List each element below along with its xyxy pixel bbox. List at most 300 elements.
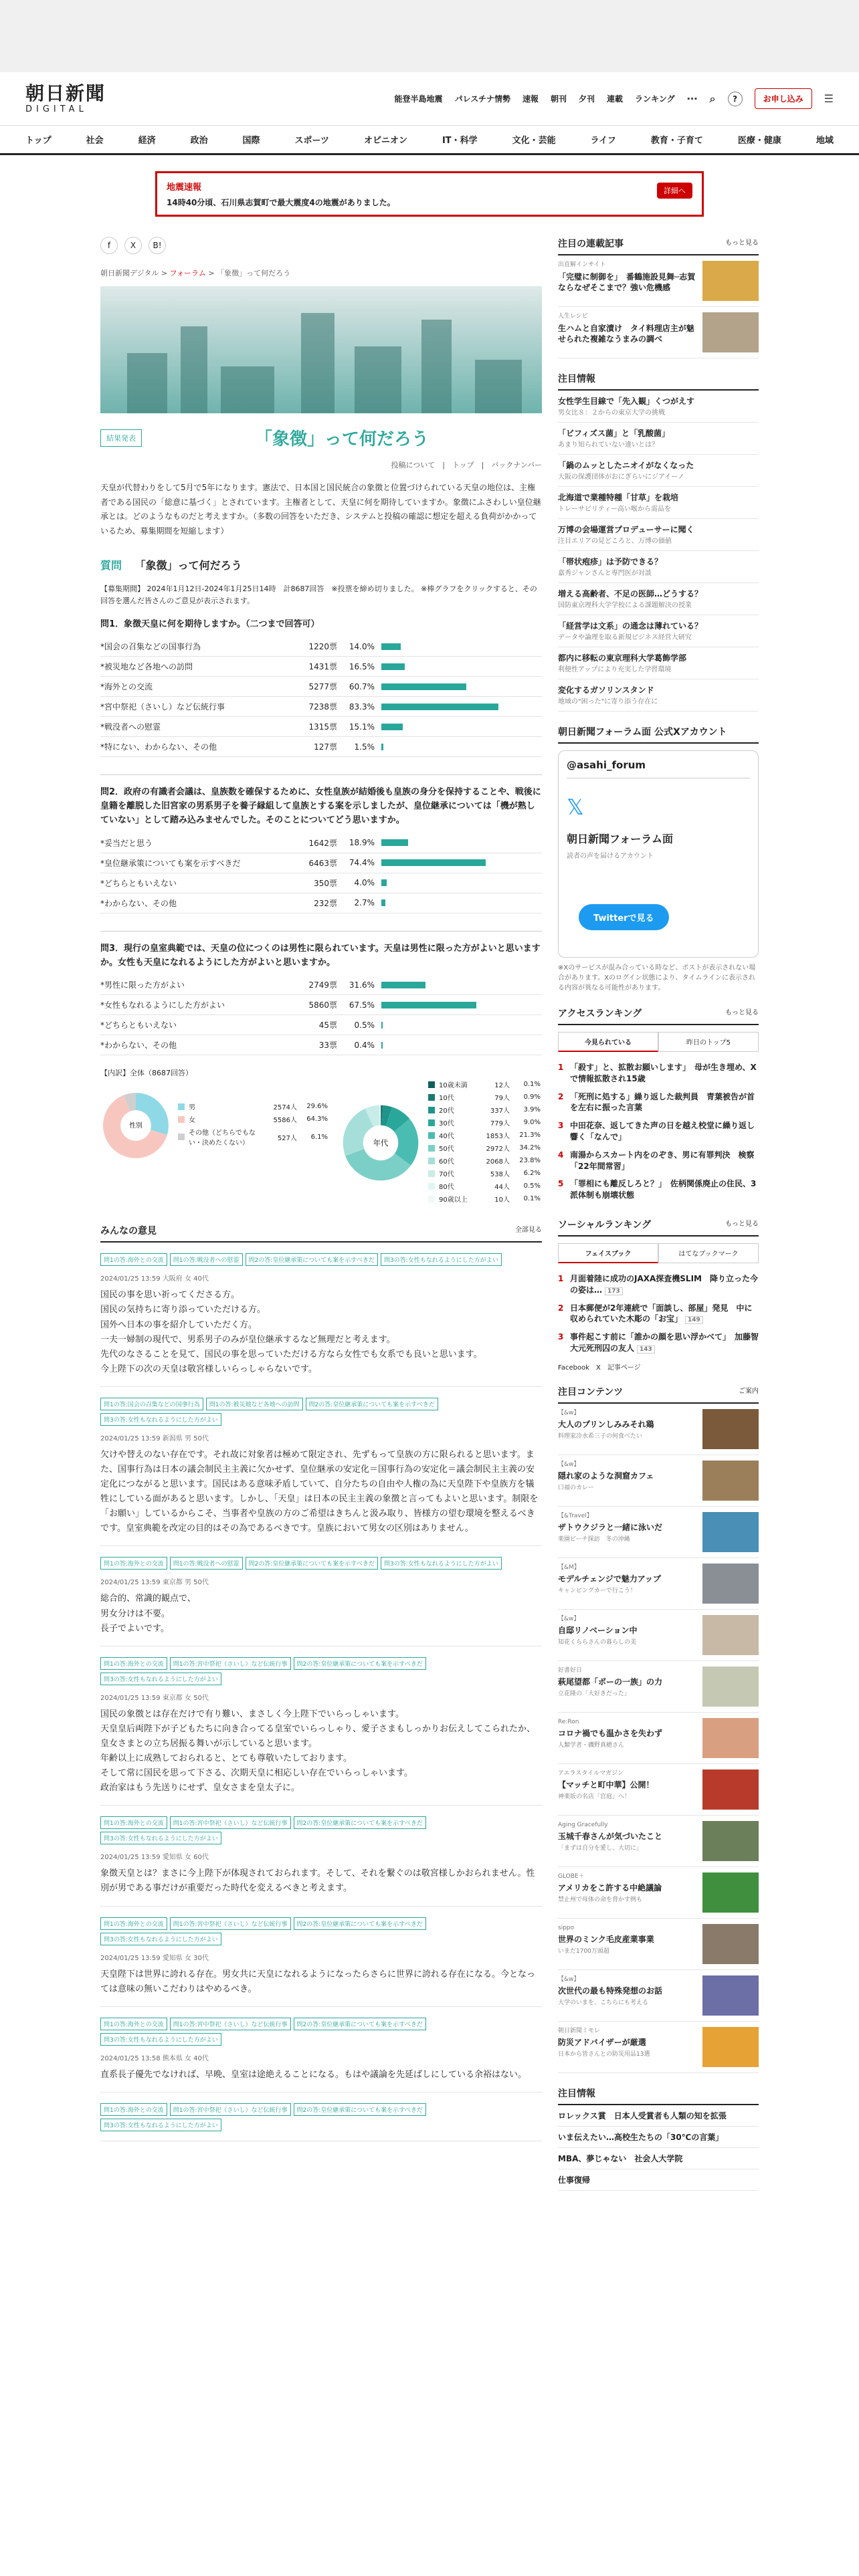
opinion-item [100,1816,542,1906]
answer-tag[interactable]: 問2の答:皇位継承策についても案を示すべきだ [294,1917,426,1930]
legend-percent: 21.3% [519,1132,541,1140]
question-text: 問2．政府の有識者会議は、皇族数を確保するために、女性皇族が結婚後も皇族の身分を保持することや、戦後に皇籍を離脱した旧宮家の男系男子を養子縁組して皇族とする案を示しましたが、皇位継承については「機が熟していない」として踏み込みませんでした。そのことについてどう思いますか。 [100,787,541,825]
option-bar[interactable] [381,859,486,866]
info-item[interactable] [558,519,759,551]
answer-tag[interactable]: 問3の答:女性もなれるようにした方がよい [100,1933,221,1945]
info-item[interactable] [558,2127,759,2148]
access-ranking [558,1006,759,1204]
tab-hatena[interactable]: はてなブックマーク [658,1243,759,1263]
social-item[interactable] [558,1328,759,1358]
crumb-forum[interactable]: フォーラム [169,269,206,278]
serial-item[interactable] [558,307,759,358]
legend-label: 10代 [439,1095,454,1103]
facebook-icon[interactable]: f [100,237,118,254]
answer-tag[interactable]: 問3の答:女性もなれるようにした方がよい [100,1832,221,1844]
legend-item [178,1127,328,1147]
option-percent: 15.1% [349,722,375,732]
legend-label: その他（どちらでもない・決めたくない） [189,1130,256,1148]
ranking-item[interactable] [558,1059,759,1088]
legend-votes: 44人 [494,1184,510,1192]
serial-text: 「完璧に制御を」 番鶴施設見舞─志賀ならなぜそこまで？強い危機感 [558,272,696,293]
info-item[interactable] [558,2105,759,2127]
opinions-heading [100,1224,542,1243]
tab-facebook[interactable]: フェイスブック [558,1243,658,1263]
info-item-title: ロレックス賞 日本人受賞者も人類の知を拡張 [558,2111,727,2121]
legend-item [428,1130,541,1140]
legend-label: 90歳以上 [439,1196,468,1204]
answer-tag[interactable]: 問1の答:宮中祭祀（さいし）など伝統行事 [170,1657,291,1670]
info-item-sub: 地域の"困った"に寄り添う存在に [558,698,658,706]
option-label: *国会の召集などの国事行為 [100,642,201,652]
option-row[interactable] [100,833,542,853]
option-votes: 6463票 [308,858,337,868]
content-item[interactable] [558,1867,759,1919]
contents-title: 注目コンテンツ [558,1386,624,1398]
main-column [100,237,542,2204]
x-icon[interactable]: X [124,237,142,254]
option-bar[interactable] [381,1002,476,1008]
option-bar[interactable] [381,683,466,690]
nav-evening[interactable]: 夕刊 [579,94,595,104]
answer-tag[interactable]: 問1の答:宮中祭祀（さいし）など伝統行事 [170,2103,291,2116]
question-text: 問1．象徴天皇に何を期待しますか。（二つまで回答可） [100,619,320,629]
ranking-more-link[interactable]: もっと見る [725,1009,759,1016]
answer-tag[interactable]: 問1の答:国会の召集などの国事行為 [100,1398,203,1410]
option-label: *どちらともいえない [100,1021,177,1031]
serial-text: 生ハムと自家漬け タイ料理店主が魅せられた複雑なうまみの調べ [558,323,694,344]
answer-tag[interactable]: 問1の答:宮中祭祀（さいし）など伝統行事 [170,1816,291,1829]
social-footer[interactable]: Facebook X 記事ページ [558,1364,641,1372]
legend-swatch [428,1132,435,1139]
legend-item [428,1156,541,1166]
legend-swatch [428,1081,435,1088]
ranking-item[interactable] [558,1117,759,1146]
option-percent: 83.3% [349,702,375,712]
opinion-item [100,1917,542,2007]
hatena-icon[interactable]: B! [149,237,166,254]
option-bar[interactable] [381,1042,383,1049]
option-bar[interactable] [381,663,405,670]
option-row[interactable] [100,873,542,893]
x-account-box [558,725,759,993]
answer-tag[interactable]: 問2の答:皇位継承策についても案を示すべきだ [294,2018,426,2030]
legend-item [178,1114,328,1124]
legend-swatch [428,1145,435,1152]
option-label: *海外との交流 [100,682,153,692]
hero-building [475,360,522,413]
x-timeline-embed [558,750,759,958]
legend-item [428,1181,541,1191]
option-votes: 5860票 [308,1000,337,1010]
content-thumbnail [702,1615,759,1655]
opinion-meta: 2024/01/25 13:59 東京都 女 50代 [100,1694,209,1702]
opinion-tags [100,2103,542,2131]
legend-label: 10歳未満 [439,1082,468,1090]
content-title: ザトウクジラと一緒に泳いだ [558,1523,663,1533]
option-bar[interactable] [381,879,387,886]
info-item[interactable] [558,2169,759,2191]
content-item[interactable] [558,1610,759,1661]
info-item[interactable] [558,615,759,647]
content-label: 【&w】 [558,1409,580,1416]
legend-votes: 2068人 [486,1158,510,1166]
answer-tag[interactable]: 問1の答:海外との交流 [100,2018,167,2030]
serial-thumbnail [702,261,759,301]
nav-ranking[interactable]: ランキング [635,94,675,104]
rank-number: 2 [558,1091,564,1101]
answer-tag[interactable]: 問3の答:女性もなれるようにした方がよい [100,2033,221,2046]
info-item[interactable] [558,391,759,423]
legend-votes: 2574人 [273,1104,297,1112]
earthquake-alert [155,171,704,217]
content-thumbnail [702,1924,759,1964]
option-percent: 31.6% [349,980,375,990]
answer-tag[interactable]: 問1の答:海外との交流 [100,1917,167,1930]
option-votes: 1315票 [308,722,337,732]
option-row[interactable] [100,717,542,737]
legend-item [428,1105,541,1115]
info-item-title: MBA、夢じゃない 社会人大学院 [558,2153,683,2163]
answer-tag[interactable]: 問1の答:戦没者への慰霊 [170,1253,243,1266]
content-title: 防災アドバイザーが厳選 [558,2038,646,2048]
site-header [0,72,859,126]
serial-title: 注目の連載記事 [558,239,624,249]
answer-tag[interactable]: 問3の答:女性もなれるようにした方がよい [100,1673,221,1685]
contents-more-link[interactable]: ご案内 [739,1387,759,1395]
gender-pie-chart [100,1082,171,1169]
option-row[interactable] [100,737,542,757]
content-item[interactable] [558,1661,759,1713]
legend-swatch [428,1119,435,1126]
forum-links[interactable]: 投稿について | トップ | バックナンバー [391,461,542,469]
more-dots-icon[interactable]: ⋯ [686,92,698,105]
age-legend [428,1079,541,1206]
content-sub: 日本から皆さんとの防災用品13選 [558,2051,650,2058]
answer-tag[interactable]: 問2の答:皇位継承策についても案を示すべきだ [294,1657,426,1670]
option-percent: 0.5% [354,1020,375,1030]
crumb-home[interactable]: 朝日新聞デジタル [100,269,159,278]
content-title: 世界のミンク毛皮産業事業 [558,1935,654,1945]
opinion-tags [100,2018,542,2046]
cat-it-science[interactable]: IT・科学 [442,136,478,146]
crumb-current: 「象徴」って何だろう [217,269,291,278]
info-item-title: 万博の会場運営プロデューサーに聞く [558,525,694,534]
social-more-link[interactable]: もっと見る [725,1220,759,1228]
option-votes: 350票 [314,878,337,888]
answer-tag[interactable]: 問1の答:被災地など各地への訪問 [206,1398,303,1410]
rank-number: 5 [558,1179,564,1189]
content-thumbnail [702,1769,759,1810]
legend-percent: 6.2% [523,1170,541,1178]
help-icon[interactable]: ? [728,92,743,106]
info-item[interactable] [558,2148,759,2169]
x-embed-title: 朝日新聞フォーラム面 [567,833,674,845]
option-bar[interactable] [381,839,408,846]
option-bar[interactable] [381,724,403,730]
ranking-item[interactable] [558,1175,759,1204]
alert-detail-button[interactable]: 詳細へ [657,183,692,199]
nav-noto-quake[interactable]: 能登半島地震 [394,94,443,104]
info-item[interactable] [558,551,759,583]
legend-label: 60代 [439,1158,454,1166]
content-item[interactable] [558,1970,759,2022]
info-item[interactable] [558,455,759,487]
option-bar[interactable] [381,899,385,906]
option-row[interactable] [100,975,542,995]
info-item[interactable] [558,487,759,519]
opinion-tags [100,1253,542,1266]
demographics-header: 【内訳】全体（8687回答） [100,1069,193,1078]
content-item[interactable] [558,1919,759,1970]
opinion-body: 総合的、常識的観点で、 男女分けは不要。 長子でよいです。 [100,1594,196,1634]
legend-votes: 538人 [490,1171,510,1179]
info-item[interactable] [558,647,759,679]
legend-percent: 64.3% [306,1115,328,1123]
answer-tag[interactable]: 問1の答:海外との交流 [100,1816,167,1829]
question-title: 「象徴」って何だろう [134,559,242,572]
content-item[interactable] [558,2022,759,2073]
legend-item [178,1101,328,1111]
cat-region[interactable]: 地域 [816,136,834,146]
content-label: アエラスタイルマガジン [558,1769,624,1777]
content-label: 【&w】 [558,1975,580,1983]
info-item-sub: 国防東京理科大学学校による課題解決の授業 [558,602,692,609]
info-item[interactable] [558,679,759,712]
legend-percent: 3.9% [523,1106,541,1114]
opinions-more-link[interactable]: 全部見る [515,1226,542,1235]
cat-health[interactable]: 医療・健康 [737,136,781,146]
content-sub: 人類学者・磯野真穂さん [558,1742,625,1749]
ranking-item[interactable] [558,1088,759,1117]
content-title: コロナ禍でも温かさを失わず [558,1729,663,1739]
info-item-sub: 嘉秀ジャンさんと専門医が対談 [558,570,652,577]
opinion-item [100,1657,542,1806]
page-title: 「象徴」って何だろう [254,429,429,449]
search-icon[interactable]: ⌕ [709,92,716,105]
content-item[interactable] [558,1507,759,1558]
answer-tag[interactable]: 問3の答:女性もなれるようにした方がよい [381,1253,502,1266]
serial-item[interactable] [558,255,759,307]
opinion-body: 国民の象徴とは存在だけで有り難い、まさしく今上陛下でいらっしゃいます。 天皇皇后両陛下が子どもたちに向き合ってる皇室でいらっしゃり、愛子さまもしっかりお伝えしてこられたか、皇女さまとの立ち居振る舞いが示していると思います。 年齢以上に成熟しておられると、とても尊敬いたしております。 そして常に国民を思って下さる、次期天皇に相応しい存在でいらっしゃいます。 政治家はもう先送りにせず、皇女さまを皇太子に。 [100,1709,536,1794]
hero-building [127,353,167,413]
content-label: 朝日新聞ミモレ [558,2027,601,2034]
serial-thumbnail [702,312,759,352]
info2-title: 注目情報 [558,2088,595,2099]
content-item[interactable] [558,1816,759,1867]
option-row[interactable] [100,853,542,873]
content-sub: 禁止州で母体の命を脅かす例も [558,1897,643,1904]
info-item[interactable] [558,423,759,455]
answer-tag[interactable]: 問1の答:海外との交流 [100,1557,167,1570]
answer-tag[interactable]: 問2の答:皇位継承策についても案を示すべきだ [294,2103,426,2116]
share-count: 149 [685,1316,703,1324]
option-votes: 2749票 [308,980,337,990]
option-percent: 18.9% [349,838,375,848]
answer-tag[interactable]: 問3の答:女性もなれるようにした方がよい [100,1413,221,1426]
opinion-body: 象徴天皇とは？まさに今上陛下が体現されておられます。そして、それを繋ぐのは敬宮様しかおられません。性別が男である事だけが重要だった時代を変えるべきと考えます。 [100,1868,535,1894]
hero-building [181,326,207,413]
option-row[interactable] [100,1015,542,1035]
option-bar[interactable] [381,643,401,650]
answer-tag[interactable]: 問1の答:宮中祭祀（さいし）など伝統行事 [170,1917,291,1930]
crumb-separator: > [208,269,215,278]
tab-now[interactable]: 今見られている [558,1032,658,1052]
answer-tag[interactable]: 問2の答:皇位継承策についても案を示すべきだ [246,1557,378,1570]
cat-politics[interactable]: 政治 [190,136,208,146]
view-on-twitter-button[interactable]: Twitterで見る [579,904,669,930]
option-votes: 45票 [318,1021,337,1031]
site-logo[interactable] [25,84,106,114]
option-label: *皇位継承策についても案を示すべきだ [100,858,241,868]
info-item[interactable] [558,583,759,615]
question-heading [100,557,542,572]
opinions-title: みんなの意見 [100,1226,157,1237]
logo-japanese: 朝日新聞 [25,82,106,104]
social-title-text [570,1273,759,1296]
legend-percent: 23.8% [519,1157,541,1165]
opinion-meta: 2024/01/25 13:59 新潟県 男 50代 [100,1434,209,1442]
opinion-body: 国民の事を思い祈ってくださる方。 国民の気持ちに寄り添っていただける方。 国外へ日本の事を紹介していただく方。 一夫一婦制の現代で、男系男子のみが皇位継承するなど無理だと考えます。 先代のなさることを見て、国民の事を思っていただける方なら女性でも女系でも良いと思います。 今上陛下の次の天皇は敬宮様しいらっしゃらないです。 [100,1290,482,1374]
option-row[interactable] [100,677,542,697]
nav-serial[interactable]: 連載 [607,94,624,104]
opinion-meta: 2024/01/25 13:59 大阪府 女 40代 [100,1275,209,1283]
answer-tag[interactable]: 問2の答:皇位継承策についても案を示すべきだ [246,1253,378,1266]
content-sub: 楽園ビーチ探訪 冬の沖縄 [558,1536,630,1543]
option-votes: 1431票 [308,662,337,672]
social-ranking [558,1218,759,1372]
content-thumbnail [702,1872,759,1913]
cat-economy[interactable]: 経済 [138,136,156,146]
content-title: 【マッチと町中華】公開！ [558,1780,654,1790]
content-title: 大人のプリンしみみそれ鶏 [558,1420,654,1430]
legend-label: 女 [189,1117,195,1125]
legend-votes: 779人 [490,1120,510,1128]
legend-votes: 527人 [277,1134,297,1142]
info-item-sub: データや論理を取る新規ビジネス経営大研究 [558,634,692,641]
browser-top-bar [0,0,859,72]
content-item[interactable] [558,1764,759,1816]
crumb-separator: > [161,269,168,278]
option-bar[interactable] [381,704,498,710]
rank-number: 2 [558,1303,564,1313]
content-title: 萩尾望都「ポーの一族」の力 [558,1677,663,1687]
nav-breaking[interactable]: 速報 [522,94,539,104]
option-label: *宮中祭祀（さいし）など伝統行事 [100,702,225,712]
cat-opinion[interactable]: オピニオン [363,136,407,146]
content-sub: 口福のカレー [558,1485,595,1492]
legend-votes: 1853人 [486,1133,510,1141]
nav-morning[interactable]: 朝刊 [550,94,567,104]
social-item[interactable] [558,1299,759,1329]
content-item[interactable] [558,1455,759,1507]
cat-education[interactable]: 教育・子育て [650,136,703,146]
answer-tag[interactable]: 問1の答:宮中祭祀（さいし）など伝統行事 [170,2018,291,2030]
cat-society[interactable]: 社会 [86,136,104,146]
option-votes: 5277票 [308,682,337,692]
content-sub: 料理家冷水希三子の何食べたい [558,1433,643,1440]
info-item-sub: 利便性アップにより充実した学習環境 [558,666,672,673]
legend-label: 男 [189,1104,195,1112]
info-item-title: 変化するガソリンスタンド [558,685,654,695]
answer-tag[interactable]: 問3の答:女性もなれるようにした方がよい [381,1557,502,1570]
rank-title: 「死刑に処する」繰り返した裁判員 青葉被告が首を左右に振った言葉 [570,1091,755,1113]
answer-tag[interactable]: 問2の答:皇位継承策についても案を示すべきだ [294,1816,426,1829]
answer-tag[interactable]: 問3の答:女性もなれるようにした方がよい [100,2119,221,2131]
option-percent: 0.4% [354,1040,375,1050]
header-nav [395,88,834,109]
cat-sports[interactable]: スポーツ [294,136,330,146]
content-item[interactable] [558,1713,759,1764]
option-bar[interactable] [381,1022,383,1029]
legend-votes: 2972人 [486,1146,510,1154]
answer-tag[interactable]: 問1の答:戦没者への慰霊 [170,1557,243,1570]
option-percent: 74.4% [349,858,375,868]
opinion-meta: 2024/01/25 13:58 熊本県 女 40代 [100,2054,209,2062]
content-item[interactable] [558,1558,759,1610]
cat-international[interactable]: 国際 [242,136,260,146]
legend-percent: 0.9% [523,1093,541,1101]
cat-culture[interactable]: 文化・芸能 [512,136,556,146]
option-list [100,975,542,1055]
content-label: Re:Ron [558,1718,579,1725]
social-item[interactable] [558,1270,759,1299]
option-row[interactable] [100,1035,542,1055]
ranking-item[interactable] [558,1146,759,1176]
subscribe-button[interactable]: お申し込み [755,88,812,109]
option-bar[interactable] [381,744,383,750]
info-item-title: 仕事復帰 [558,2175,599,2185]
cat-life[interactable]: ライフ [590,136,616,146]
option-percent: 14.0% [349,641,375,651]
option-label: *どちらともいえない [100,878,177,888]
info-item-sub: 男女比８：２からの東京大学の挑戦 [558,409,665,417]
content-label: GLOBE＋ [558,1872,585,1880]
option-row[interactable] [100,657,542,677]
answer-tag[interactable]: 問1の答:海外との交流 [100,2103,167,2116]
info-item-title: 女性学生目線で「先入観」くつがえす [558,397,695,406]
option-row[interactable] [100,893,542,914]
answer-tag[interactable]: 問1の答:海外との交流 [100,1253,167,1266]
serial-more-link[interactable]: もっと見る [725,239,759,247]
option-label: *妥当だと思う [100,838,153,848]
legend-swatch [428,1196,435,1202]
content-title: 次世代の最も特殊発想のお話 [558,1986,663,1996]
answer-tag[interactable]: 問1の答:海外との交流 [100,1657,167,1670]
hero-building [355,346,401,413]
opinion-item [100,2018,542,2092]
option-row[interactable] [100,697,542,717]
nav-palestine[interactable]: パレスチナ情勢 [454,94,510,104]
content-sub: 「まずは自分を愛し、大切に」 [558,1845,643,1852]
x-logo-icon: 𝕏 [567,794,584,820]
content-item[interactable] [558,1404,759,1455]
opinion-item [100,1557,542,1646]
survey-results [100,618,542,1056]
menu-icon[interactable]: ☰ [824,92,834,105]
tab-yesterday[interactable]: 昨日のトップ5 [658,1032,759,1052]
section-separator [100,774,542,775]
option-row[interactable] [100,995,542,1015]
legend-item [428,1143,541,1153]
option-bar[interactable] [381,982,425,988]
rank-number: 3 [558,1332,564,1342]
answer-tag[interactable]: 問2の答:皇位継承策についても案を示すべきだ [306,1398,438,1410]
x-account-title: 朝日新聞フォーラム面 公式Xアカウント [558,727,727,738]
option-row[interactable] [100,637,542,657]
legend-percent: 6.1% [310,1133,328,1141]
x-handle[interactable]: @asahi_forum [567,759,750,778]
cat-top[interactable]: トップ [25,136,52,146]
